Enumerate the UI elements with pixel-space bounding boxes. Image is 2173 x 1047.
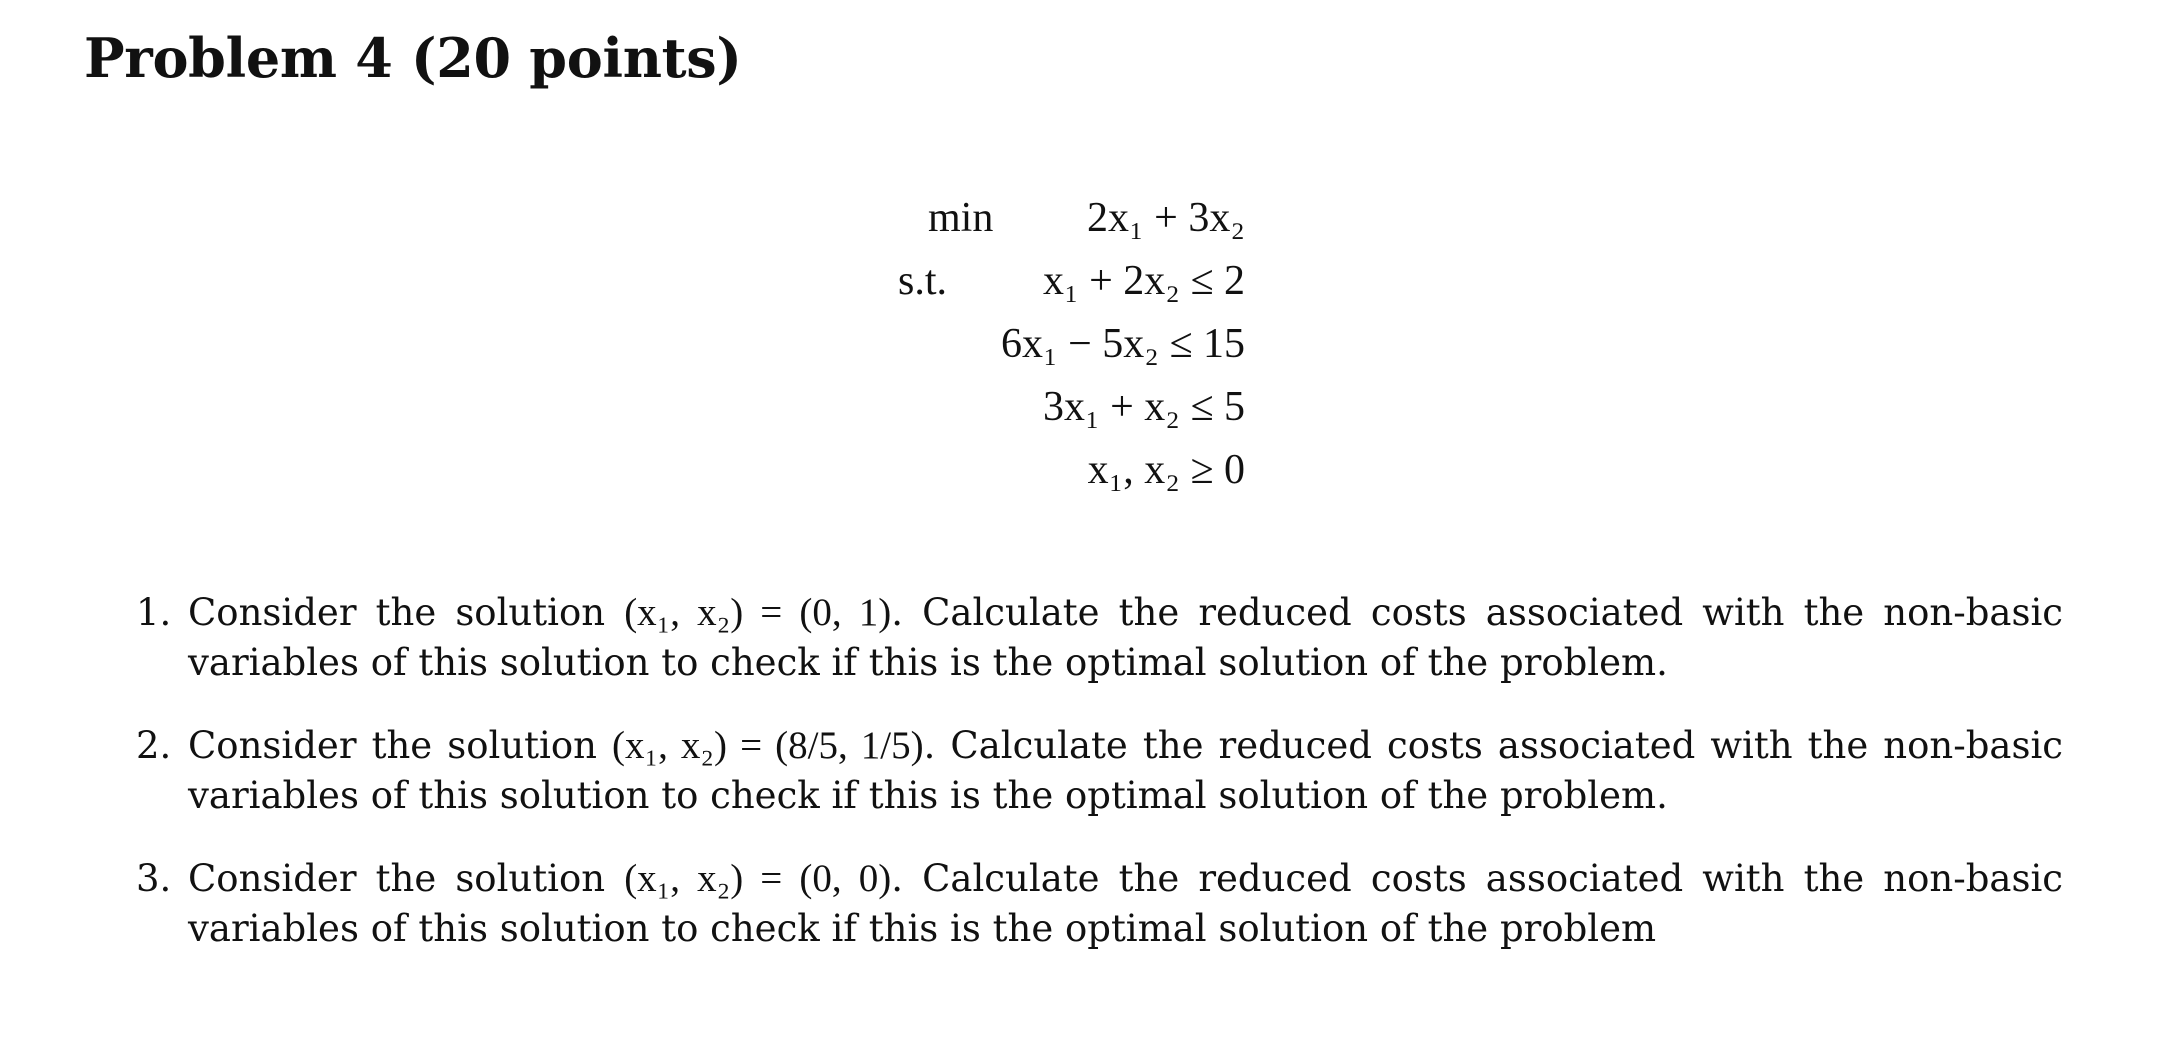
lp-constraint-row-4 bbox=[0, 440, 2173, 500]
lp-objective: 2x₁ + 3x₂ bbox=[1087, 195, 1245, 241]
lp-constraint-1: x₁ + 2x₂ ≤ 2 bbox=[1042, 258, 1245, 304]
linear-program bbox=[0, 188, 2173, 493]
lp-constraint-row-1 bbox=[0, 251, 2173, 311]
question-text-line2: variables of this solution to check if this is the optimal solution of the problem bbox=[188, 907, 1657, 950]
question-solution: (x₁, x₂) = (0, 0) bbox=[624, 857, 892, 900]
question-item-2 bbox=[136, 721, 2063, 821]
question-number: 3. bbox=[136, 857, 172, 900]
lp-objective-row bbox=[0, 188, 2173, 248]
question-lead: Consider the solution bbox=[188, 591, 606, 634]
question-solution: (x₁, x₂) = (0, 1) bbox=[624, 591, 892, 634]
question-lead: Consider the solution bbox=[188, 724, 597, 767]
problem-title: Problem 4 (20 points) bbox=[84, 26, 742, 90]
question-line-1 bbox=[188, 721, 2063, 771]
lp-constraints-label: s.t. bbox=[898, 258, 948, 304]
question-line-1 bbox=[188, 588, 2063, 638]
question-number: 1. bbox=[136, 591, 172, 634]
question-text-line1: . Calculate the reduced costs associated with the non-basic bbox=[923, 724, 2064, 767]
lp-constraint-row-3 bbox=[0, 377, 2173, 437]
question-lead: Consider the solution bbox=[188, 857, 606, 900]
question-text-line2: variables of this solution to check if this is the optimal solution of the problem. bbox=[188, 774, 1668, 817]
question-number: 2. bbox=[136, 724, 172, 767]
question-text-line1: . Calculate the reduced costs associated with the non-basic bbox=[891, 591, 2064, 634]
lp-nonnegativity: x₁, x₂ ≥ 0 bbox=[1087, 447, 1245, 493]
question-text-line2: variables of this solution to check if this is the optimal solution of the problem. bbox=[188, 641, 1668, 684]
question-text-line1: . Calculate the reduced costs associated with the non-basic bbox=[891, 857, 2064, 900]
question-solution: (x₁, x₂) = (8/5, 1/5) bbox=[612, 724, 924, 767]
question-list bbox=[136, 588, 2063, 987]
question-item-3 bbox=[136, 854, 2063, 954]
lp-constraint-row-2 bbox=[0, 314, 2173, 374]
lp-objective-label: min bbox=[928, 195, 994, 241]
question-line-1 bbox=[188, 854, 2063, 904]
question-item-1 bbox=[136, 588, 2063, 688]
lp-constraint-3: 3x₁ + x₂ ≤ 5 bbox=[1042, 384, 1245, 430]
lp-constraint-2: 6x₁ − 5x₂ ≤ 15 bbox=[1000, 321, 1245, 367]
